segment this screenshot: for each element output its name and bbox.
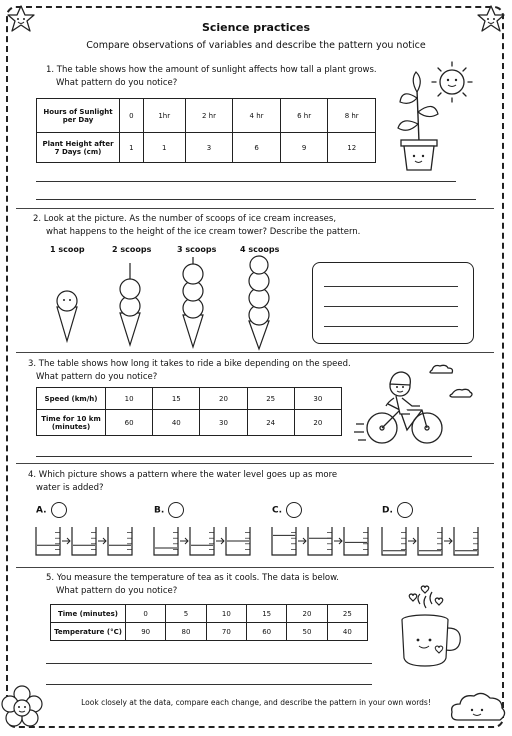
q3-cell: 15 (153, 388, 200, 410)
beaker-icon (226, 527, 250, 555)
q5-cell: 80 (166, 623, 206, 641)
q2-line2: what happens to the height of the ice cream tower? Describe the pattern. (46, 227, 361, 237)
q3-cell: 30 (200, 410, 247, 436)
q1-cell: 1 (143, 133, 185, 163)
q5-answer-line[interactable] (46, 663, 372, 664)
q3-table (36, 387, 342, 436)
q5-cell: 90 (126, 623, 166, 641)
beaker-option-a (34, 525, 140, 557)
section-divider (16, 463, 494, 464)
q2-text (33, 213, 413, 239)
section-divider (16, 208, 494, 209)
q5-line1: 5. You measure the temperature of tea as it cools. The data is below. (46, 573, 340, 583)
beaker-icon (154, 527, 178, 555)
beaker-icon (344, 527, 368, 555)
q1-cell: 12 (328, 133, 376, 163)
q1-cell: 1hr (143, 99, 185, 133)
bike-rider-icon (352, 358, 477, 450)
q5-cell: 25 (327, 605, 367, 623)
q3-cell: 60 (106, 410, 153, 436)
scoop-label-2: 2 scoops (112, 245, 152, 254)
tea-mug-icon (392, 584, 466, 670)
q5-cell: 20 (287, 605, 327, 623)
q2-answer-line[interactable] (324, 306, 458, 307)
beaker-icon (382, 527, 406, 555)
q3-answer-line[interactable] (36, 456, 472, 457)
q5-row1-header: Time (minutes) (51, 605, 126, 623)
beaker-icon (36, 527, 60, 555)
q1-text (46, 64, 396, 90)
beaker-option-d (380, 525, 486, 557)
beaker-icon (308, 527, 332, 555)
q5-line2: What pattern do you notice? (56, 586, 178, 596)
q1-cell: 3 (185, 133, 233, 163)
scoop-label-1: 1 scoop (50, 245, 85, 254)
option-d-label[interactable] (382, 502, 413, 518)
option-d-letter: D. (382, 505, 393, 516)
q5-table (50, 604, 368, 641)
option-a-letter: A. (36, 505, 47, 516)
q5-cell: 0 (126, 605, 166, 623)
q3-row1-header: Speed (km/h) (37, 388, 106, 410)
q1-cell: 4 hr (233, 99, 281, 133)
ice-cream-tower-icons (40, 255, 280, 350)
q1-cell: 8 hr (328, 99, 376, 133)
plant-sun-icon (392, 58, 482, 176)
beaker-icon (418, 527, 442, 555)
q3-cell: 20 (200, 388, 247, 410)
q3-row2-header: Time for 10 km (minutes) (37, 410, 106, 436)
q4-line2: water is added? (36, 483, 104, 493)
q1-line1: 1. The table shows how the amount of sunlight affects how tall a plant grows. (46, 65, 377, 75)
arrow-right-icon (216, 538, 224, 544)
option-b-letter: B. (154, 505, 165, 516)
q5-cell: 10 (206, 605, 246, 623)
option-c-radio[interactable] (286, 502, 302, 518)
beaker-option-b (152, 525, 258, 557)
q1-row1-header: Hours of Sunlight per Day (37, 99, 120, 133)
q4-line1: 4. Which picture shows a pattern where the water level goes up as more (28, 470, 338, 480)
arrow-right-icon (444, 538, 452, 544)
q2-answer-box[interactable] (312, 262, 474, 344)
q5-text (46, 572, 386, 598)
arrow-right-icon (298, 538, 306, 544)
q2-answer-line[interactable] (324, 286, 458, 287)
option-b-label[interactable] (154, 502, 184, 518)
arrow-right-icon (62, 538, 70, 544)
option-a-radio[interactable] (51, 502, 67, 518)
arrow-right-icon (98, 538, 106, 544)
beaker-icon (108, 527, 132, 555)
q5-answer-line[interactable] (46, 684, 372, 685)
q5-cell: 5 (166, 605, 206, 623)
beaker-icon (454, 527, 478, 555)
scoop-label-3: 3 scoops (177, 245, 217, 254)
q3-line1: 3. The table shows how long it takes to ride a bike depending on the speed. (28, 359, 351, 369)
q1-cell: 6 hr (280, 99, 328, 133)
beaker-icon (190, 527, 214, 555)
q1-cell: 1 (120, 133, 144, 163)
q1-answer-line[interactable] (36, 181, 456, 182)
q3-line2: What pattern do you notice? (36, 372, 158, 382)
q3-cell: 25 (247, 388, 294, 410)
q1-cell: 2 hr (185, 99, 233, 133)
q3-cell: 30 (294, 388, 341, 410)
q1-table (36, 98, 376, 163)
arrow-right-icon (180, 538, 188, 544)
q4-text (28, 469, 368, 495)
footer-text: Look closely at the data, compare each change, and describe the pattern in your own words! (81, 698, 431, 707)
option-b-radio[interactable] (168, 502, 184, 518)
section-divider (16, 352, 494, 353)
q1-cell: 9 (280, 133, 328, 163)
q1-row2-header: Plant Height after 7 Days (cm) (37, 133, 120, 163)
q5-cell: 60 (246, 623, 286, 641)
beaker-option-c (270, 525, 376, 557)
beaker-icon (272, 527, 296, 555)
page-title: Science practices (201, 21, 311, 34)
q1-answer-line[interactable] (36, 199, 476, 200)
q3-cell: 20 (294, 410, 341, 436)
q5-cell: 50 (287, 623, 327, 641)
q1-cell: 6 (233, 133, 281, 163)
q3-cell: 40 (153, 410, 200, 436)
q5-cell: 40 (327, 623, 367, 641)
arrow-right-icon (408, 538, 416, 544)
page-subtitle: Compare observations of variables and describe the pattern you notice (86, 40, 426, 51)
q3-cell: 10 (106, 388, 153, 410)
q1-line2: What pattern do you notice? (56, 78, 178, 88)
option-c-letter: C. (272, 505, 283, 516)
beaker-icon (72, 527, 96, 555)
option-a-label[interactable] (36, 502, 67, 518)
q5-cell: 15 (246, 605, 286, 623)
q2-line1: 2. Look at the picture. As the number of scoops of ice cream increases, (33, 214, 337, 224)
q5-row2-header: Temperature (°C) (51, 623, 126, 641)
scoop-label-4: 4 scoops (240, 245, 280, 254)
section-divider (16, 567, 494, 568)
q2-answer-line[interactable] (324, 326, 458, 327)
q3-cell: 24 (247, 410, 294, 436)
option-c-label[interactable] (272, 502, 302, 518)
arrow-right-icon (334, 538, 342, 544)
option-d-radio[interactable] (397, 502, 413, 518)
q5-cell: 70 (206, 623, 246, 641)
q3-text (28, 358, 368, 384)
q1-cell: 0 (120, 99, 144, 133)
flower-icon (0, 684, 44, 728)
cloud-icon (448, 688, 508, 728)
